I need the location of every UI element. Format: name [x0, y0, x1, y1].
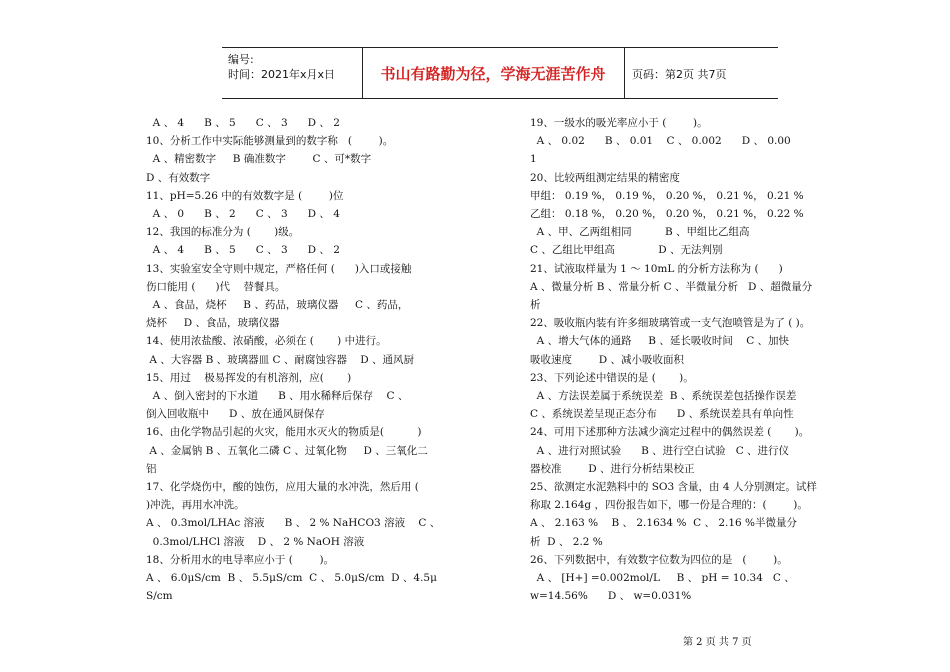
text-line: 析 D 、 2.2 %: [530, 535, 603, 548]
text-line: 15、用过 极易挥发的有机溶剂，应( ): [146, 371, 352, 384]
text-line: 26、下列数据中，有效数字位数为四位的是 ( )。: [530, 553, 788, 566]
header-motto: 书山有路勤为径，学海无涯苦作舟: [380, 65, 606, 83]
text-line: A 、 2.163 % B 、 2.1634 % C 、 2.16 %半微量分: [530, 517, 798, 530]
text-line: A 、 6.0μS/cm B 、 5.5μS/cm C 、 5.0μS/cm D 、4.5μ: [146, 572, 437, 585]
text-line: 甲组： 0.19 %， 0.19 %， 0.20 %， 0.21 %， 0.21 %: [530, 189, 804, 202]
text-line: 19、一级水的吸光率应小于 ( )。: [530, 117, 708, 129]
document-time: 时间：2021年x月x日: [228, 68, 336, 81]
text-line: 铝: [146, 462, 157, 475]
text-line: 13、实验室安全守则中规定，严格任何 ( )入口或接触: [146, 262, 412, 275]
text-line: 25、欲测定水泥熟料中的 SO3 含量，由 4 人分别测定。试样: [530, 481, 817, 494]
text-line: 10、分析工作中实际能够测量到的数字称 ( )。: [146, 135, 394, 148]
text-line: D 、有效数字: [146, 171, 211, 184]
text-line: C 、系统误差呈现正态分布 D 、系统误差具有单向性: [530, 408, 794, 421]
text-line: w=14.56% D 、 w=0.031%: [530, 590, 692, 603]
text-line: 24、可用下述那种方法减少滴定过程中的偶然误差 ( )。: [530, 426, 810, 439]
page-footer: 第 2 页 共 7 页: [683, 637, 752, 648]
text-line: 析: [530, 299, 541, 312]
text-line: A 、 0.3mol/LHAc 溶液 B 、 2 % NaHCO3 溶液 C 、: [146, 517, 441, 530]
page-header: [222, 47, 778, 99]
text-line: 11、pH=5.26 中的有效数字是 ( )位: [146, 189, 344, 202]
text-line: A 、 4 B 、 5 C 、 3 D 、 2: [146, 117, 340, 129]
header-meta: [228, 52, 335, 82]
text-line: 16、由化学物品引起的火灾，能用水灭火的物质是( ): [146, 426, 422, 439]
text-line: 12、我国的标准分为 ( )级。: [146, 226, 300, 239]
text-line: A 、 0.02 B 、 0.01 C 、 0.002 D 、 0.00: [530, 135, 791, 148]
text-line: A 、 [H+] =0.002mol/L B 、 pH = 10.34 C 、: [530, 572, 795, 585]
text-line: A 、大容器 B 、玻璃器皿 C 、耐腐蚀容器 D 、通风厨: [146, 353, 414, 366]
text-line: 18、分析用水的电导率应小于 ( )。: [146, 553, 335, 566]
document-number-label: 编号:: [228, 53, 254, 66]
header-divider: [624, 48, 625, 98]
text-line: A 、食品，烧杯 B 、药品，玻璃仪器 C 、药品，: [146, 299, 409, 312]
text-line: 0.3mol/LHCl 溶液 D 、 2 % NaOH 溶液: [146, 535, 365, 548]
text-line: 1: [530, 153, 537, 166]
text-line: 20、比较两组测定结果的精密度: [530, 171, 680, 184]
text-line: A 、 0 B 、 2 C 、 3 D 、 4: [146, 208, 340, 221]
text-line: 21、试液取样量为 1 ～ 10mL 的分析方法称为 ( ): [530, 262, 783, 275]
left-column: [146, 114, 464, 605]
text-line: A 、甲、乙两组相同 B 、甲组比乙组高: [530, 226, 750, 239]
text-line: 吸收速度 D 、减小吸收面积: [530, 353, 684, 366]
text-line: A 、倒入密封的下水道 B 、用水稀释后保存 C 、: [146, 390, 409, 403]
text-line: )冲洗，再用水冲洗。: [146, 499, 245, 512]
text-line: A 、进行对照试验 B 、进行空白试验 C 、进行仪: [530, 444, 790, 457]
text-line: C 、乙组比甲组高 D 、无法判别: [530, 244, 723, 257]
text-line: 烧杯 D 、食品，玻璃仪器: [146, 317, 280, 330]
text-line: 倒入回收瓶中 D 、放在通风厨保存: [146, 408, 325, 421]
text-line: A 、精密数字 B 确准数字 C 、可*数字: [146, 153, 372, 166]
text-line: A 、 4 B 、 5 C 、 3 D 、 2: [146, 244, 340, 257]
text-line: S/cm: [146, 590, 173, 603]
text-line: 伤口能用 ( )代 替餐具。: [146, 280, 286, 293]
text-line: A 、方法误差属于系统误差 B 、系统误差包括操作误差: [530, 390, 797, 403]
text-line: 17、化学烧伤中，酸的蚀伤，应用大量的水冲洗，然后用 (: [146, 481, 419, 494]
text-line: 23、下列论述中错误的是 ( )。: [530, 371, 694, 384]
text-line: 14、使用浓盐酸、浓硝酸，必须在 ( ) 中进行。: [146, 335, 387, 348]
header-page-number: 页码：第2页 共7页: [632, 68, 727, 81]
text-line: 乙组： 0.18 %， 0.20 %， 0.20 %， 0.21 %， 0.22 %: [530, 208, 804, 221]
text-line: A 、增大气体的通路 B 、延长吸收时间 C 、加快: [530, 335, 790, 348]
text-line: 22、吸收瓶内装有许多细玻璃管或一支气泡喷管是为了 ( )。: [530, 317, 811, 330]
text-line: A 、金属钠 B 、五氧化二磷 C 、过氧化物 D 、三氧化二: [146, 444, 428, 457]
text-line: 器校准 D 、进行分析结果校正: [530, 462, 695, 475]
text-line: A 、微量分析 B 、常量分析 C 、半微量分析 D 、超微量分: [530, 280, 813, 293]
text-line: 称取 2.164g ，四份报告如下，哪一份是合理的：( )。: [530, 499, 808, 512]
right-column: [530, 114, 854, 605]
